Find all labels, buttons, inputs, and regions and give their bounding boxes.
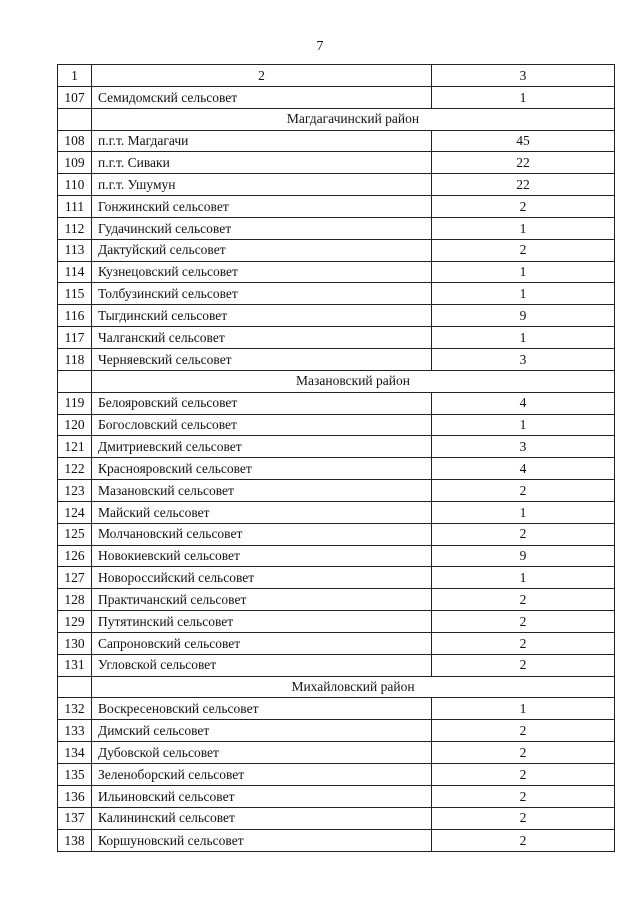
settlement-name: Богословский сельсовет xyxy=(92,415,432,436)
row-number: 125 xyxy=(58,524,92,545)
table-row xyxy=(58,327,614,349)
district-name: Магдагачинский район xyxy=(286,111,420,127)
table-row xyxy=(58,524,614,546)
settlement-name: Коршуновский сельсовет xyxy=(92,830,432,852)
row-number: 116 xyxy=(58,305,92,326)
row-number: 135 xyxy=(58,764,92,785)
settlement-value: 4 xyxy=(519,460,527,476)
header-col-1: 1 xyxy=(58,65,92,86)
settlement-value: 2 xyxy=(519,526,527,542)
table-row xyxy=(58,567,614,589)
row-number: 129 xyxy=(58,611,92,632)
row-number: 133 xyxy=(58,720,92,741)
row-number: 136 xyxy=(58,786,92,807)
settlement-name: Дактуйский сельсовет xyxy=(92,240,432,261)
district-num-cell xyxy=(58,109,92,130)
settlement-value: 2 xyxy=(519,198,527,214)
settlement-value: 1 xyxy=(519,220,527,236)
district-header-row xyxy=(58,109,614,131)
district-header-row xyxy=(58,371,614,393)
table-row xyxy=(58,305,614,327)
settlement-name: Ильиновский сельсовет xyxy=(92,786,432,807)
row-number: 117 xyxy=(58,327,92,348)
table-row xyxy=(58,546,614,568)
row-number: 132 xyxy=(58,698,92,719)
district-num-cell xyxy=(58,371,92,392)
settlement-value: 2 xyxy=(519,657,527,673)
row-number: 138 xyxy=(58,830,92,852)
settlement-value: 2 xyxy=(519,482,527,498)
table-row xyxy=(58,742,614,764)
district-num-cell xyxy=(58,677,92,698)
table-row xyxy=(58,589,614,611)
settlement-value: 1 xyxy=(519,329,527,345)
settlement-name: Мазановский сельсовет xyxy=(92,480,432,501)
settlement-value: 22 xyxy=(516,155,530,171)
settlement-value: 1 xyxy=(519,701,527,717)
settlement-name: Новороссийский сельсовет xyxy=(92,567,432,588)
table-row xyxy=(58,262,614,284)
table-row xyxy=(58,786,614,808)
settlement-value: 2 xyxy=(519,788,527,804)
table-row xyxy=(58,283,614,305)
settlement-name: Толбузинский сельсовет xyxy=(92,283,432,304)
settlement-name: Дмитриевский сельсовет xyxy=(92,436,432,457)
row-number: 113 xyxy=(58,240,92,261)
row-number: 131 xyxy=(58,655,92,676)
row-number: 110 xyxy=(58,174,92,195)
table-row xyxy=(58,830,614,852)
row-number: 114 xyxy=(58,262,92,283)
settlement-value: 1 xyxy=(519,417,527,433)
settlements-table xyxy=(57,64,615,852)
table-row xyxy=(58,87,614,109)
table-row xyxy=(58,196,614,218)
district-name: Михайловский район xyxy=(291,679,415,695)
page-number: 7 xyxy=(316,39,324,54)
table-row xyxy=(58,764,614,786)
settlement-value: 2 xyxy=(519,832,527,848)
settlement-name: Сапроновский сельсовет xyxy=(92,633,432,654)
row-number: 122 xyxy=(58,458,92,479)
settlement-name: Молчановский сельсовет xyxy=(92,524,432,545)
settlement-name: Белояровский сельсовет xyxy=(92,393,432,414)
settlement-name: п.г.т. Сиваки xyxy=(92,152,432,173)
row-number: 121 xyxy=(58,436,92,457)
table-row xyxy=(58,633,614,655)
settlement-value: 9 xyxy=(519,548,527,564)
header-col-3: 3 xyxy=(519,67,527,83)
settlement-name: Майский сельсовет xyxy=(92,502,432,523)
settlement-name: Чалганский сельсовет xyxy=(92,327,432,348)
settlement-value: 1 xyxy=(519,504,527,520)
settlement-name: Димский сельсовет xyxy=(92,720,432,741)
table-row xyxy=(58,240,614,262)
row-number: 130 xyxy=(58,633,92,654)
settlement-name: Семидомский сельсовет xyxy=(92,87,432,108)
table-row xyxy=(58,349,614,371)
row-number: 111 xyxy=(58,196,92,217)
row-number: 137 xyxy=(58,808,92,829)
settlement-name: Практичанский сельсовет xyxy=(92,589,432,610)
settlement-name: Тыгдинский сельсовет xyxy=(92,305,432,326)
table-row xyxy=(58,174,614,196)
table-row xyxy=(58,436,614,458)
row-number: 115 xyxy=(58,283,92,304)
settlement-value: 45 xyxy=(516,133,530,149)
table-row xyxy=(58,393,614,415)
row-number: 112 xyxy=(58,218,92,239)
row-number: 119 xyxy=(58,393,92,414)
settlement-value: 1 xyxy=(519,570,527,586)
row-number: 118 xyxy=(58,349,92,370)
settlement-name: Калининский сельсовет xyxy=(92,808,432,829)
settlement-value: 2 xyxy=(519,744,527,760)
row-number: 124 xyxy=(58,502,92,523)
table-row xyxy=(58,808,614,830)
settlement-value: 2 xyxy=(519,242,527,258)
settlement-value: 4 xyxy=(519,395,527,411)
table-row xyxy=(58,415,614,437)
row-number: 134 xyxy=(58,742,92,763)
row-number: 123 xyxy=(58,480,92,501)
settlement-name: п.г.т. Магдагачи xyxy=(92,131,432,152)
settlement-value: 9 xyxy=(519,307,527,323)
table-row xyxy=(58,480,614,502)
settlement-name: Черняевский сельсовет xyxy=(92,349,432,370)
settlement-value: 3 xyxy=(519,351,527,367)
settlement-value: 1 xyxy=(519,264,527,280)
table-row xyxy=(58,502,614,524)
table-header-row xyxy=(58,65,614,87)
settlement-name: Кузнецовский сельсовет xyxy=(92,262,432,283)
header-col-2: 2 xyxy=(92,65,432,86)
row-number: 107 xyxy=(58,87,92,108)
settlement-value: 1 xyxy=(519,89,527,105)
settlement-value: 2 xyxy=(519,810,527,826)
settlement-name: Гудачинский сельсовет xyxy=(92,218,432,239)
settlement-name: Краснояровский сельсовет xyxy=(92,458,432,479)
table-row xyxy=(58,218,614,240)
table-row xyxy=(58,698,614,720)
settlement-value: 1 xyxy=(519,286,527,302)
table-row xyxy=(58,720,614,742)
settlement-value: 2 xyxy=(519,766,527,782)
settlement-value: 2 xyxy=(519,722,527,738)
settlement-name: Угловской сельсовет xyxy=(92,655,432,676)
settlement-name: Дубовской сельсовет xyxy=(92,742,432,763)
settlement-name: п.г.т. Ушумун xyxy=(92,174,432,195)
district-name: Мазановский район xyxy=(296,373,410,389)
table-row xyxy=(58,152,614,174)
settlement-value: 3 xyxy=(519,439,527,455)
table-row xyxy=(58,458,614,480)
settlement-value: 2 xyxy=(519,613,527,629)
settlement-name: Новокиевский сельсовет xyxy=(92,546,432,567)
row-number: 120 xyxy=(58,415,92,436)
row-number: 109 xyxy=(58,152,92,173)
table-row xyxy=(58,131,614,153)
row-number: 127 xyxy=(58,567,92,588)
settlement-value: 2 xyxy=(519,635,527,651)
settlement-value: 22 xyxy=(516,176,530,192)
row-number: 128 xyxy=(58,589,92,610)
settlement-value: 2 xyxy=(519,591,527,607)
settlement-name: Воскресеновский сельсовет xyxy=(92,698,432,719)
settlement-name: Путятинский сельсовет xyxy=(92,611,432,632)
table-row xyxy=(58,611,614,633)
row-number: 126 xyxy=(58,546,92,567)
table-row xyxy=(58,655,614,677)
settlement-name: Зеленоборский сельсовет xyxy=(92,764,432,785)
row-number: 108 xyxy=(58,131,92,152)
settlement-name: Гонжинский сельсовет xyxy=(92,196,432,217)
district-header-row xyxy=(58,677,614,699)
